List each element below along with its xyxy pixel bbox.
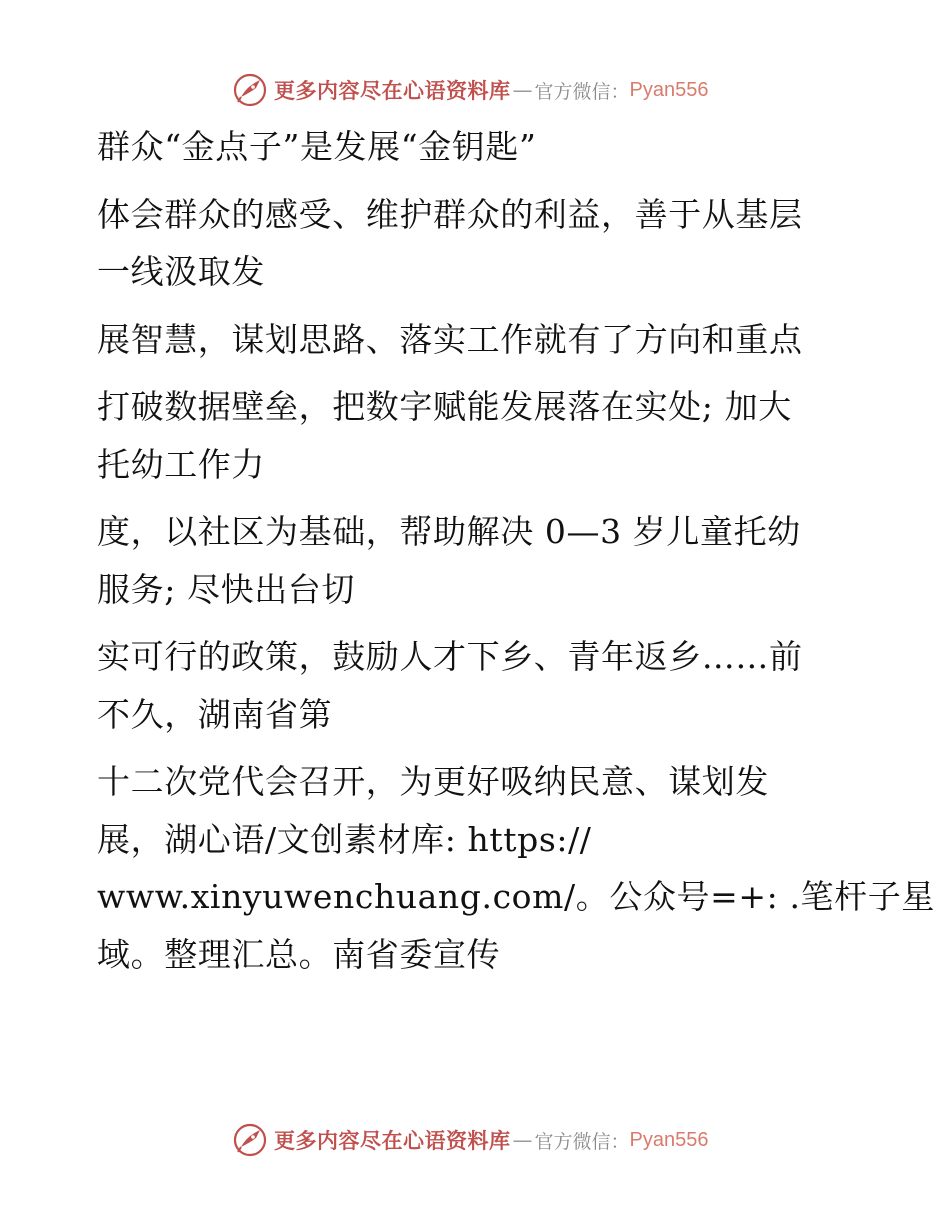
text-line: 实可行的政策，鼓励人才下乡、青年返乡……前 (97, 637, 803, 676)
text-line: 十二次党代会召开，为更好吸纳民意、谋划发 (97, 762, 769, 801)
text-line: www.xinyuwenchuang.com/。公众号=+: .笔杆子星 (97, 877, 935, 916)
pen-nib-logo-icon (232, 1122, 268, 1158)
footer-watermark-banner (232, 1120, 708, 1160)
text-line: 打破数据壁垒，把数字赋能发展落在实处; 加大 (97, 387, 792, 426)
text-line: 体会群众的感受、维护群众的利益，善于从基层 (97, 194, 803, 234)
text-line: 展，湖心语/文创素材库: https:// (97, 819, 592, 859)
header-watermark-banner (232, 70, 708, 110)
text-line: 群众“金点子”是发展“金钥匙” (97, 127, 537, 166)
text-line: 度，以社区为基础，帮助解决 0—3 岁儿童托幼 (97, 512, 801, 551)
banner-separator: — (512, 1128, 533, 1152)
banner-separator: — (512, 78, 533, 102)
text-line: 域。整理汇总。南省委宣传 (97, 934, 501, 974)
wechat-handle: Pyan556 (629, 78, 709, 101)
wechat-label: 官方微信： (534, 1130, 630, 1153)
text-line: 一线汲取发 (97, 252, 265, 291)
text-line: 托幼工作力 (97, 444, 265, 484)
text-line: 展智慧，谋划思路、落实工作就有了方向和重点 (97, 319, 803, 359)
brand-text: 更多内容尽在心语资料库 (274, 79, 511, 103)
text-line: 服务; 尽快出台切 (97, 569, 356, 609)
document-body (97, 118, 935, 983)
text-line: 不久，湖南省第 (97, 694, 333, 734)
wechat-label: 官方微信： (534, 80, 630, 103)
wechat-handle: Pyan556 (629, 1128, 709, 1151)
brand-text: 更多内容尽在心语资料库 (274, 1129, 511, 1153)
pen-nib-logo-icon (232, 72, 268, 108)
